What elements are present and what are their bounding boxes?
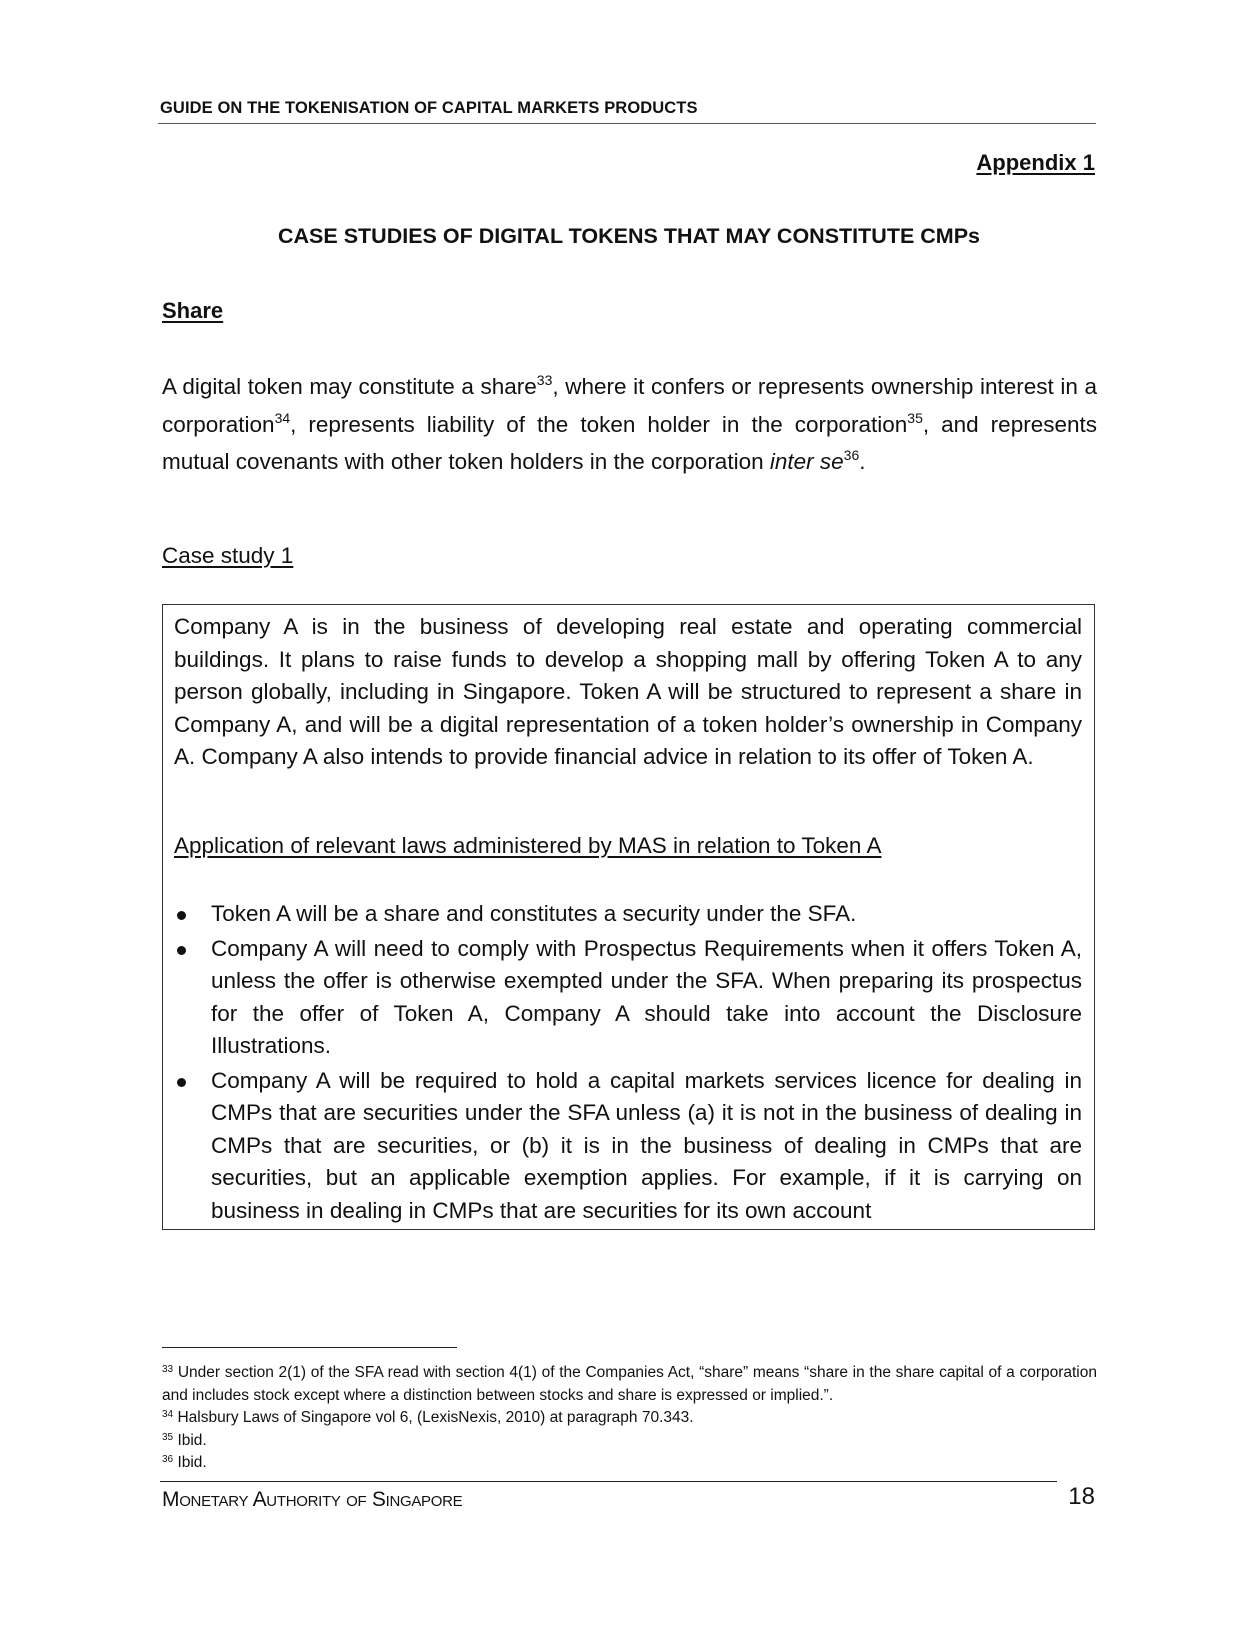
header-divider <box>158 123 1096 124</box>
footnote-36 <box>162 1452 1097 1475</box>
footnote-text: Under section 2(1) of the SFA read with section 4(1) of the Companies Act, “share” means “share in the share capital of a corporation and includes stock except where a distinction between stocks and share is expressed or implied.”. <box>162 1364 1097 1404</box>
intro-italic-term: inter se <box>769 449 844 474</box>
list-item <box>174 898 1082 931</box>
footnote-number: 36 <box>162 1454 174 1465</box>
intro-text-1: A digital token may constitute a share <box>162 374 537 399</box>
footnote-text: Ibid. <box>177 1454 207 1471</box>
footnote-33 <box>162 1362 1097 1407</box>
page-number: 18 <box>1068 1483 1095 1510</box>
bullet-text: Company A will be required to hold a capital markets services licence for dealing in CMPs that are securities under the SFA unless (a) it is not in the business of dealing in CMPs that are securities, or (b) it is in the business of dealing in CMPs that are securities, but an applicable exemption applies. For example, if it is carrying on business in dealing in CMPs that are securities for its own account <box>211 1067 1082 1223</box>
footnote-ref-35[interactable]: 35 <box>907 409 923 426</box>
footnote-34 <box>162 1407 1097 1430</box>
footnote-number: 33 <box>162 1364 174 1375</box>
list-item <box>174 933 1082 1063</box>
footer-organisation: Monetary Authority of Singapore <box>162 1488 463 1511</box>
bullet-icon <box>177 911 186 920</box>
case-study-label: Case study 1 <box>162 543 294 568</box>
bullet-icon <box>177 946 186 955</box>
running-header: GUIDE ON THE TOKENISATION OF CAPITAL MARKETS PRODUCTS <box>160 99 698 117</box>
intro-text-4: , and represents mutual covenants with other token holders in the corporation <box>162 411 1097 474</box>
footnote-text: Ibid. <box>177 1431 207 1449</box>
application-bullet-list <box>174 898 1082 1229</box>
intro-text-5: . <box>859 449 866 474</box>
footnote-ref-34[interactable]: 34 <box>274 409 291 426</box>
footnote-divider <box>162 1347 457 1348</box>
case-study-description: Company A is in the business of developing real estate and operating commercial buildings. It plans to raise funds to develop a shopping mall by offering Token A to any person globally, including in Singapore. Token A will be structured to represent a share in Company A, and will be a digital representation of a token holder’s ownership in Company A. Company A also intends to provide financial advice in relation to its offer of Token A. <box>174 614 1082 769</box>
list-item <box>174 1065 1082 1228</box>
bullet-text: Company A will need to comply with Prospectus Requirements when it offers Token A, unless the offer is otherwise exempted under the SFA. When preparing its prospectus for the offer of Token A, Company A should take into account the Disclosure Illustrations. <box>211 935 1082 1058</box>
bullet-icon <box>177 1078 186 1087</box>
footnote-number: 35 <box>162 1431 174 1443</box>
footer-divider <box>160 1481 1057 1482</box>
application-heading: Application of relevant laws administered by MAS in relation to Token A <box>174 833 882 858</box>
appendix-label: Appendix 1 <box>976 150 1095 175</box>
footnote-text: Halsbury Laws of Singapore vol 6, (LexisNexis, 2010) at paragraph 70.343. <box>177 1409 694 1426</box>
section-heading: Share <box>162 298 224 323</box>
case-study-box <box>162 604 1095 1230</box>
footnote-35 <box>162 1430 1097 1453</box>
footnotes <box>162 1362 1097 1475</box>
document-title: CASE STUDIES OF DIGITAL TOKENS THAT MAY CONSTITUTE CMPs <box>278 224 980 248</box>
intro-text-3: , represents liability of the token holder in the corporation <box>290 411 908 437</box>
bullet-text: Token A will be a share and constitutes a security under the SFA. <box>211 901 857 926</box>
footnote-ref-36[interactable]: 36 <box>843 447 860 463</box>
footnote-number: 34 <box>162 1409 174 1420</box>
footnote-ref-33[interactable]: 33 <box>536 372 553 388</box>
intro-text-2: , where it confers or represents ownership interest in a corporation <box>162 374 1097 437</box>
intro-paragraph <box>162 368 1097 481</box>
